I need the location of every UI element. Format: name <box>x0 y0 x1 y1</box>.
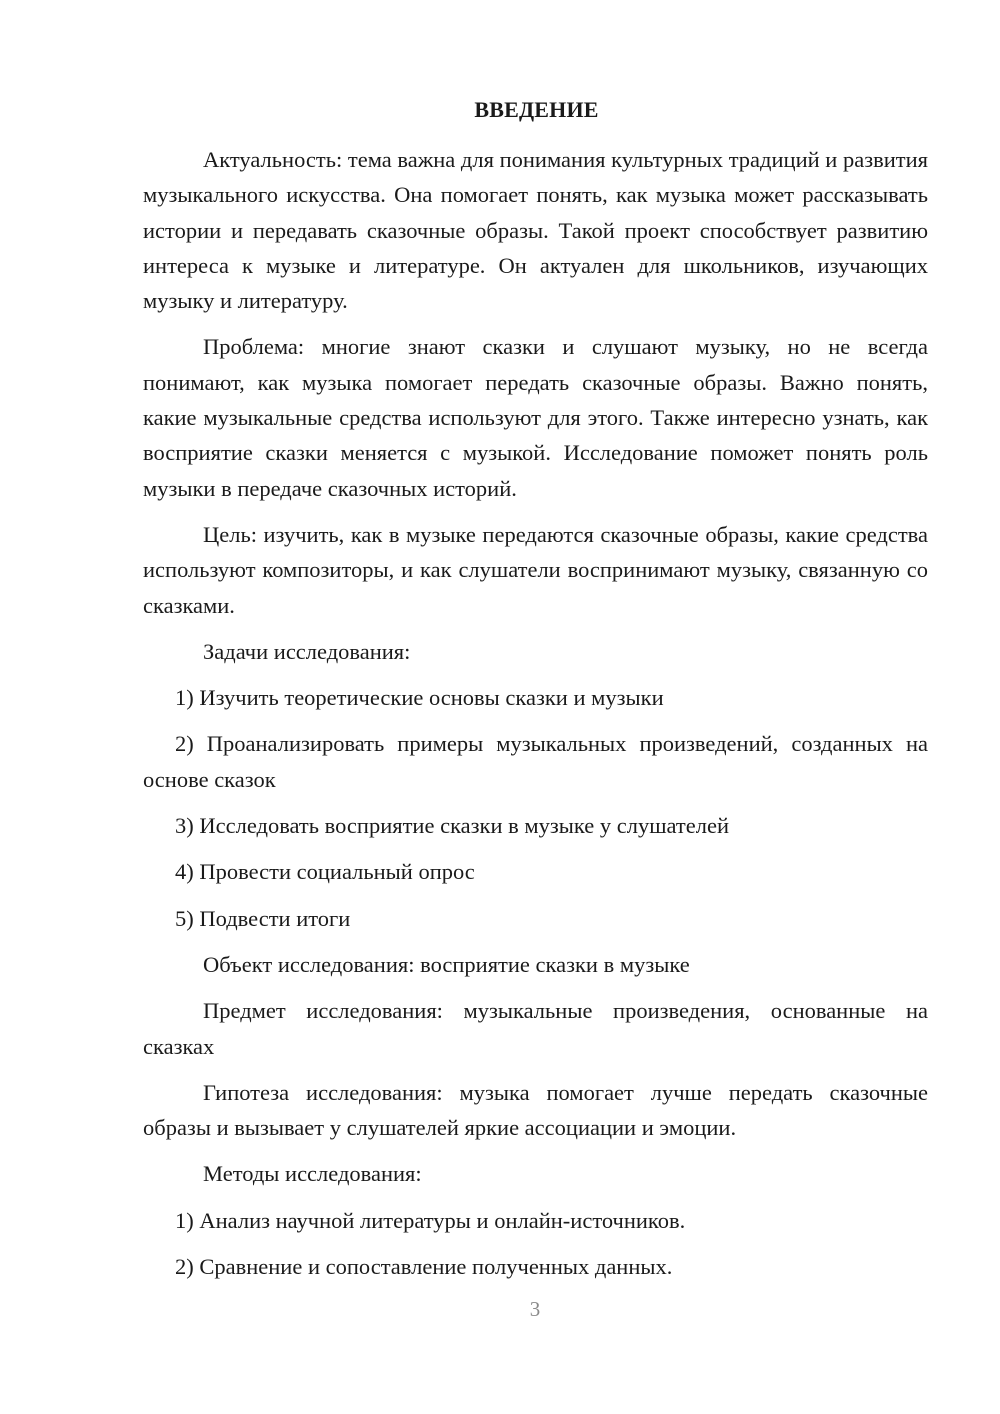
list-item: 3) Исследовать восприятие сказки в музыке у слушателей <box>175 813 730 839</box>
paragraph-hypothesis: Гипотеза исследования: музыка помогает лучше передать сказочные образы и вызывает у слушателей яркие ассоциации и эмоции. <box>143 1079 928 1141</box>
paragraph-subject: Предмет исследования: музыкальные произведения, основанные на сказках <box>143 998 928 1059</box>
paragraph-relevance: Актуальность: тема важна для понимания культурных традиций и развития музыкального искусства. Она помогает понять, как музыка может рассказывать истории и передавать сказочные образы. Такой проект способствует развитию интереса к музыке и литературе. Он актуален для школьников, изучающих музыку и литературу. <box>143 147 928 314</box>
methods-heading: Методы исследования: <box>203 1161 422 1187</box>
list-item: 2) Проанализировать примеры музыкальных произведений, созданных на основе сказок <box>143 731 928 792</box>
paragraph-object: Объект исследования: восприятие сказки в музыке <box>203 951 690 977</box>
list-item: 4) Провести социальный опрос <box>175 859 475 885</box>
paragraph-goal: Цель: изучить, как в музыке передаются сказочные образы, какие средства используют композиторы, и как слушатели воспринимают музыку, связанную со сказками. <box>143 521 928 618</box>
list-item: 1) Изучить теоретические основы сказки и музыки <box>175 685 664 711</box>
methods-list <box>143 1203 928 1285</box>
list-item: 5) Подвести итоги <box>175 905 351 931</box>
tasks-list <box>143 680 928 936</box>
section-title: ВВЕДЕНИЕ <box>474 97 599 122</box>
list-item: 2) Сравнение и сопоставление полученных данных. <box>175 1254 673 1280</box>
page-number: 3 <box>529 1297 541 1321</box>
document-page <box>143 92 928 1295</box>
tasks-heading: Задачи исследования: <box>203 638 411 664</box>
list-item: 1) Анализ научной литературы и онлайн-источников. <box>175 1207 686 1233</box>
paragraph-problem: Проблема: многие знают сказки и слушают музыку, но не всегда понимают, как музыка помогает передать сказочные образы. Важно понять, какие музыкальные средства используют для этого. Также интересно узнать, как восприятие сказки меняется с музыкой. Исследование поможет понять роль музыки в передаче сказочных историй. <box>143 334 928 501</box>
